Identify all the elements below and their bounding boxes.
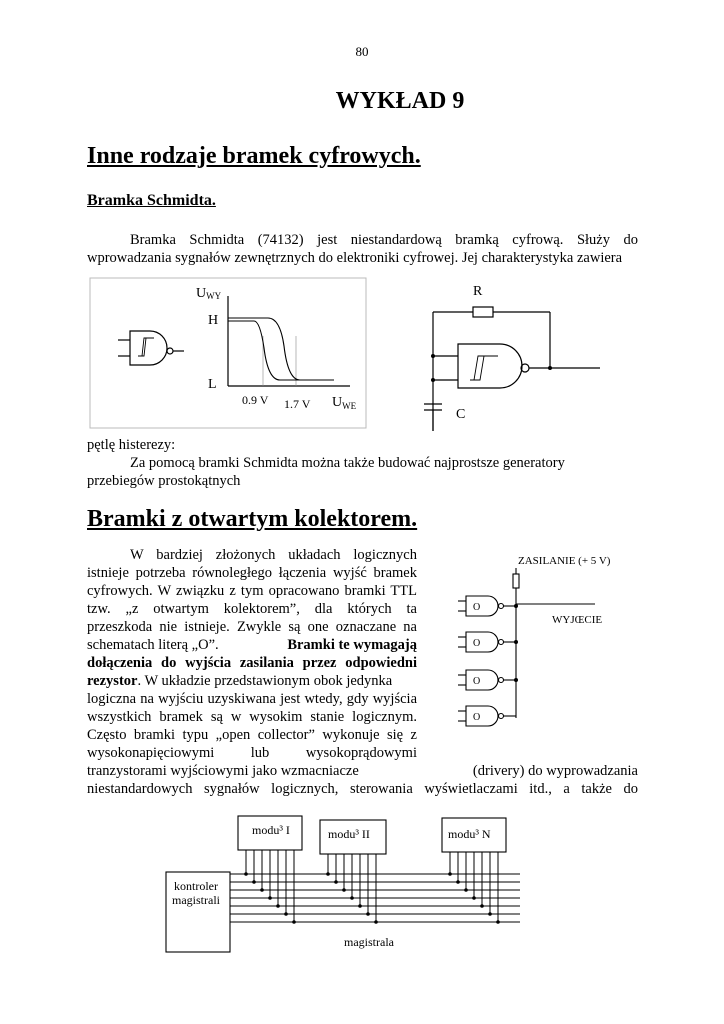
oc-gates xyxy=(458,596,516,726)
oc-line-14: niestandardowych sygnałów logicznych, sterowania wyświetlaczami itd., a także do xyxy=(87,781,638,797)
page-number: 80 xyxy=(355,44,369,59)
module-taps xyxy=(246,850,498,922)
oc-gate-1 xyxy=(458,596,516,616)
h-label: H xyxy=(208,313,219,328)
open-collector-figure xyxy=(440,548,640,738)
oc-line-6: schematach literą „O”. Bramki te wymagają xyxy=(87,637,417,653)
junction-dot xyxy=(514,678,518,682)
oc-line-11: Często bramki typu „open collector” wykonuje się z xyxy=(87,727,417,743)
generator-sentence: Za pomocą bramki Schmidta można także budować najprostsze generatory xyxy=(130,455,565,471)
nand-gate-symbol xyxy=(118,331,184,365)
section-title: Inne rodzaje bramek cyfrowych. xyxy=(87,143,421,169)
oc-line-2: istnieje potrzeba równoległego łączenia wyjść bramek xyxy=(87,565,417,581)
controller-label-2: magistrali xyxy=(172,893,220,907)
schmitt-gate xyxy=(458,344,522,388)
u-we-label: $U_{WE}$ xyxy=(332,395,357,411)
controller-label-1: kontroler xyxy=(174,879,218,893)
oc-line-8: rezystor. W układzie przedstawionym obok jedynka xyxy=(87,673,393,689)
open-collector-text xyxy=(87,546,417,762)
junction-dot xyxy=(431,354,435,358)
module-n-label: modu³ N xyxy=(448,827,491,841)
bus-figure xyxy=(160,810,540,960)
oc-line-4: tzw. „z otwartym kolektorem”, dla których ta xyxy=(87,601,417,617)
oc-gate-2 xyxy=(458,632,516,652)
gate-o-label: O xyxy=(473,638,481,649)
oc-line-3: cyfrowych. W związku z tym opracowano bramki TTL xyxy=(87,583,417,599)
oc-gate-3 xyxy=(458,670,516,690)
chapter-title: WYKŁAD 9 xyxy=(335,88,465,114)
oc-line-7: dołączenia do wyjścia zasilania przez odpowiedni xyxy=(87,655,417,671)
schmitt-paragraph-continued: pętlę histerezy: xyxy=(87,437,176,453)
junction-dot xyxy=(548,366,552,370)
oc-line-1: W bardziej złożonych układach logicznych xyxy=(130,547,417,563)
gate-o-label: O xyxy=(473,712,481,723)
l-label: L xyxy=(208,377,217,392)
module-2-label: modu³ II xyxy=(328,827,370,841)
pullup-resistor xyxy=(513,574,519,588)
schmitt-figure xyxy=(88,276,618,436)
junction-dot xyxy=(514,604,518,608)
oscillator-circuit xyxy=(424,307,600,431)
resistor-label: R xyxy=(473,284,483,299)
junction-dot xyxy=(431,378,435,382)
gate-o-label: O xyxy=(473,602,481,613)
oc-line-12: wysokonapięciowymi lub wysokoprądowymi xyxy=(87,745,417,761)
hysteresis-curve xyxy=(228,318,334,380)
oc-wiring xyxy=(513,568,595,718)
oc-line-13: tranzystorami wyjściowymi jako wzmacniacze (drivery) do wyprowadzania xyxy=(87,763,638,779)
capacitor-label: C xyxy=(456,407,466,422)
oc-line-5: przeszkoda nie istnieje. Zwykle są one oznaczane na xyxy=(87,619,417,635)
hysteresis-axes xyxy=(228,296,350,386)
threshold-low-label: 0.9 V xyxy=(242,393,269,407)
generator-sentence-end: przebiegów prostokątnych xyxy=(87,473,241,489)
junction-dot xyxy=(514,640,518,644)
output-label: WYJŒCIE xyxy=(552,614,603,626)
module-1-label: modu³ I xyxy=(252,823,290,837)
oc-gate-4 xyxy=(458,706,516,726)
open-collector-heading: Bramki z otwartym kolektorem. xyxy=(87,506,418,532)
gate-o-label: O xyxy=(473,676,481,687)
schmitt-heading: Bramka Schmidta. xyxy=(87,192,216,209)
bus-lines xyxy=(230,874,520,922)
schmitt-paragraph: Bramka Schmidta (74132) jest niestandardową bramką cyfrową. Służy do wprowadzania sygnałów zewnętrznych do elektroniki cyfrowej. Jej charakterystyka zawiera xyxy=(87,232,638,266)
bus-label: magistrala xyxy=(344,935,394,949)
oc-line-10: wszystkich bramek są w wysokim stanie logicznym. xyxy=(87,709,417,725)
threshold-high-label: 1.7 V xyxy=(284,397,311,411)
u-wy-label: UWY xyxy=(196,286,222,301)
oc-line-9: logiczna na wyjściu uzyskiwana jest wtedy, gdy wyjścia xyxy=(87,691,417,707)
supply-label: ZASILANIE (+ 5 V) xyxy=(518,555,611,567)
resistor-symbol xyxy=(473,307,493,317)
